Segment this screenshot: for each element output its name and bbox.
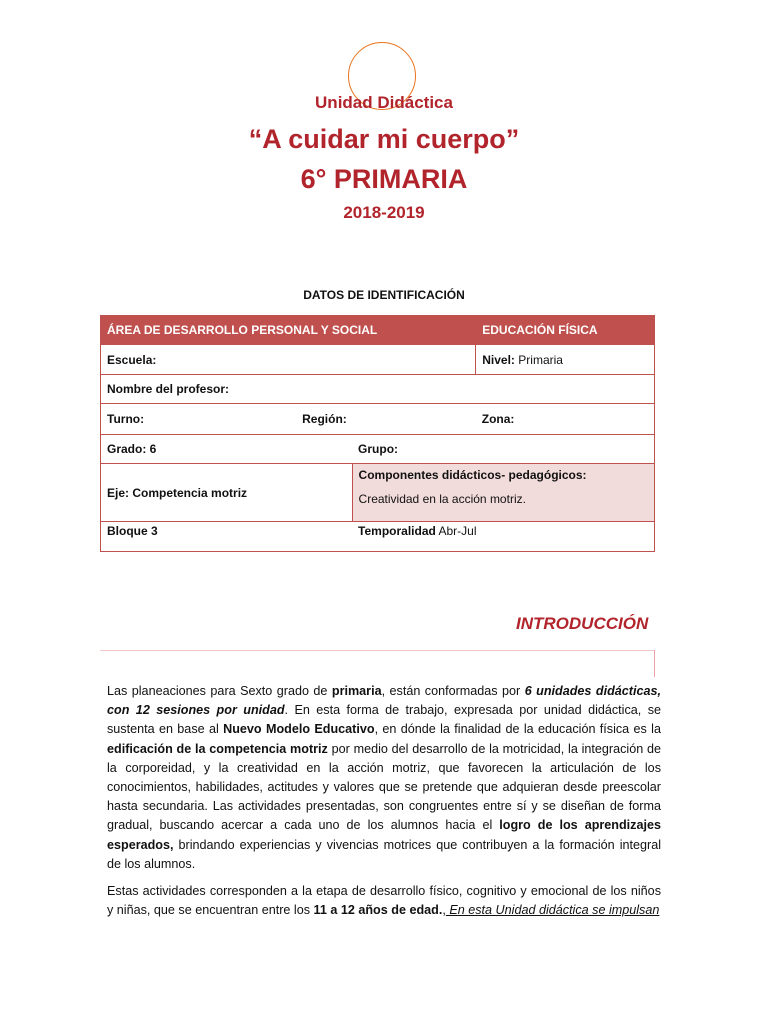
- text-run: brindando experiencias y vivencias motrices que contribuyen a la formación integral de los alumnos.: [107, 837, 661, 871]
- text-run: En esta Unidad didáctica se impulsan: [445, 903, 660, 918]
- escuela-cell: Escuela:: [101, 345, 476, 375]
- intro-paragraph-1: [107, 682, 661, 874]
- identification-table: [100, 315, 655, 552]
- text-run: por medio del desarrollo de la motricidad, la integración de la corporeidad, y la creatividad en la acción motriz, que favorecen la articulación de los conocimientos, habilidades, actitudes y valores que se pretende que adquieran desde preescolar hasta secundaria. Las actividades presentadas, son congruentes entre sí y se diseñan de forma gradual, buscando acercar a cada uno de los alumnos hacia el: [107, 741, 661, 833]
- intro-heading: INTRODUCCIÓN: [516, 614, 649, 633]
- table-row: [101, 522, 655, 552]
- text-run: primaria: [331, 684, 382, 698]
- componentes-cell: [352, 464, 654, 522]
- area-cell: ÁREA DE DESARROLLO PERSONAL Y SOCIAL: [101, 316, 476, 345]
- text-run: . En esta forma de trabajo, expresada por unidad didáctica, se sustenta en base al: [107, 703, 661, 737]
- unit-label: Unidad Didáctica: [315, 93, 453, 112]
- text-run: Nuevo Modelo Educativo: [223, 722, 375, 737]
- turno-cell: Turno:: [101, 404, 297, 435]
- text-run: , en dónde la finalidad de la educación física es la: [374, 722, 661, 737]
- table-row: [101, 464, 655, 522]
- temporalidad-cell: [352, 522, 654, 552]
- text-run: Las planeaciones para Sexto grado de: [107, 684, 332, 698]
- grupo-cell: Grupo:: [352, 435, 654, 464]
- temporalidad-value: Abr-Jul: [438, 524, 477, 538]
- subject-cell: EDUCACIÓN FÍSICA: [476, 316, 655, 345]
- datos-heading: DATOS DE IDENTIFICACIÓN: [303, 288, 465, 302]
- document-title: “A cuidar mi cuerpo”: [248, 124, 520, 154]
- nivel-cell: [476, 345, 655, 375]
- grade-heading: 6° PRIMARIA: [300, 164, 468, 194]
- intro-paragraph-2: [107, 882, 661, 920]
- componentes-value: Creatividad en la acción motriz.: [358, 492, 526, 506]
- table-row: [101, 345, 655, 375]
- text-run: 11 a 12 años de edad.: [313, 903, 443, 918]
- text-run: Estas actividades corresponden a la etapa de desarrollo físico, cognitivo y emocional de los niños y niñas, que se encuentran entre los: [107, 884, 661, 918]
- text-run: 6 unidades didácticas, con 12 sesiones por unidad: [107, 684, 661, 718]
- table-row: [101, 375, 655, 404]
- region-cell: Región:: [296, 404, 476, 435]
- divider: [654, 650, 655, 677]
- temporalidad-label: Temporalidad: [358, 524, 436, 538]
- profesor-cell: Nombre del profesor:: [101, 375, 655, 404]
- componentes-label: Componentes didácticos- pedagógicos:: [358, 468, 587, 482]
- eje-cell: Eje: Competencia motriz: [101, 464, 353, 522]
- grado-cell: Grado: 6: [101, 435, 353, 464]
- text-run: ,: [442, 903, 446, 918]
- divider: [100, 650, 655, 651]
- text-run: edificación de la competencia motriz: [107, 741, 328, 756]
- table-row: [101, 404, 655, 435]
- bloque-cell: Bloque 3: [101, 522, 353, 552]
- school-year: 2018-2019: [343, 203, 425, 222]
- text-run: logro de los aprendizajes esperados,: [107, 818, 661, 852]
- nivel-label: Nivel:: [482, 352, 515, 367]
- text-run: , están conformadas por: [381, 684, 525, 698]
- zona-cell: Zona:: [476, 404, 655, 435]
- table-row: [101, 316, 655, 345]
- nivel-value: Primaria: [518, 352, 563, 367]
- table-row: [101, 435, 655, 464]
